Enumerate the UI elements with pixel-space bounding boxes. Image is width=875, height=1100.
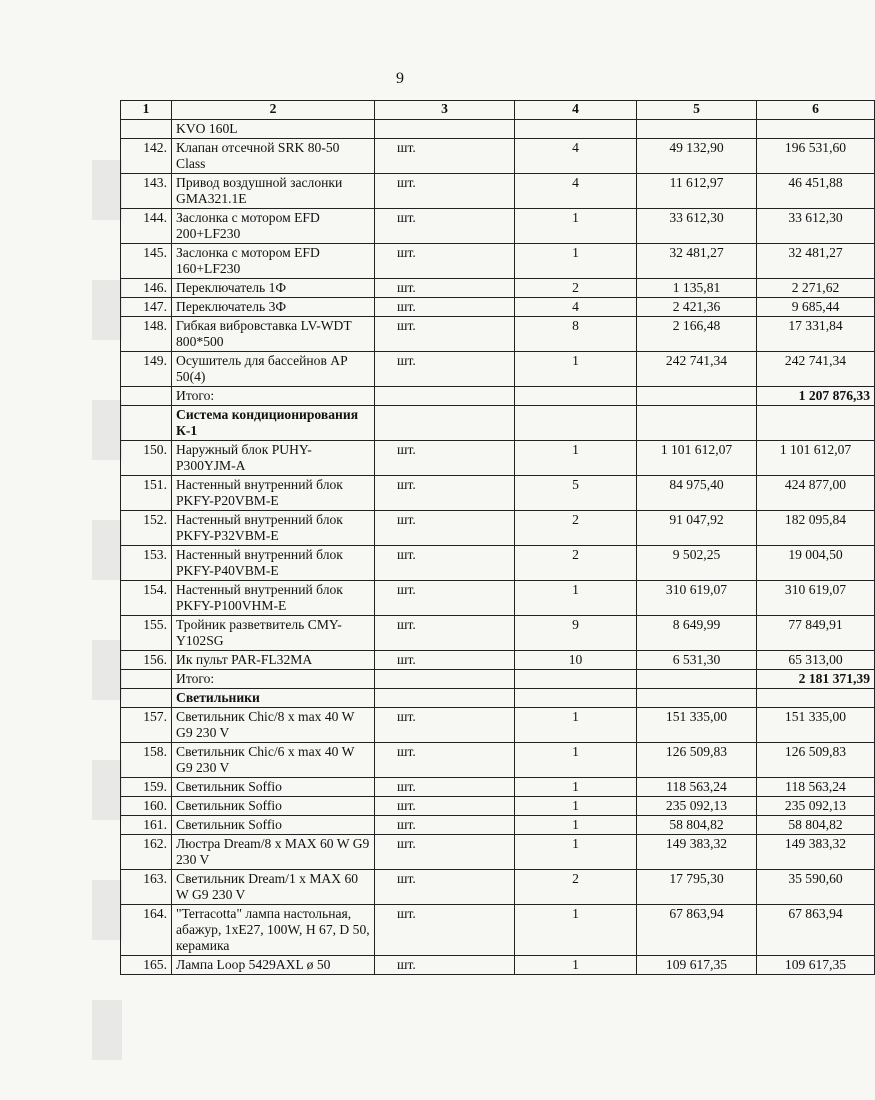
table-row: [121, 651, 875, 670]
item-quantity: 4: [515, 174, 637, 209]
item-quantity: 1: [515, 581, 637, 616]
item-price: 49 132,90: [637, 139, 757, 174]
table-row: [121, 797, 875, 816]
item-sum: 109 617,35: [757, 956, 875, 975]
item-quantity: 1: [515, 743, 637, 778]
total-sum: 2 181 371,39: [757, 670, 875, 689]
item-unit: шт.: [375, 581, 515, 616]
total-sum: 1 207 876,33: [757, 387, 875, 406]
item-sum: 1 101 612,07: [757, 441, 875, 476]
item-sum: 58 804,82: [757, 816, 875, 835]
item-name: "Terracotta" лампа настольная, абажур, 1xE27, 100W, H 67, D 50, керамика: [172, 905, 375, 956]
row-number: 165.: [121, 956, 172, 975]
item-unit: шт.: [375, 546, 515, 581]
item-price: 109 617,35: [637, 956, 757, 975]
item-name: Переключатель 1Ф: [172, 279, 375, 298]
item-name: Люстра Dream/8 x MAX 60 W G9 230 V: [172, 835, 375, 870]
table-row: [121, 139, 875, 174]
item-name: Лампа Loop 5429AXL ø 50: [172, 956, 375, 975]
item-price: 32 481,27: [637, 244, 757, 279]
table-row: [121, 441, 875, 476]
row-number: 153.: [121, 546, 172, 581]
item-quantity: 4: [515, 139, 637, 174]
item-quantity: [515, 120, 637, 139]
item-unit: шт.: [375, 616, 515, 651]
item-sum: 310 619,07: [757, 581, 875, 616]
row-number: [121, 387, 172, 406]
row-number: 142.: [121, 139, 172, 174]
row-number: 157.: [121, 708, 172, 743]
table-row: [121, 174, 875, 209]
total-label: Итого:: [172, 387, 375, 406]
item-price: [637, 406, 757, 441]
row-number: 144.: [121, 209, 172, 244]
item-name: Заслонка с мотором EFD 160+LF230: [172, 244, 375, 279]
table-row: [121, 476, 875, 511]
item-quantity: 1: [515, 441, 637, 476]
item-quantity: 5: [515, 476, 637, 511]
row-number: 156.: [121, 651, 172, 670]
watermark: [92, 100, 122, 1060]
table-body: [121, 120, 875, 975]
table-row: [121, 835, 875, 870]
item-sum: 242 741,34: [757, 352, 875, 387]
item-unit: шт.: [375, 298, 515, 317]
item-unit: [375, 387, 515, 406]
item-quantity: 1: [515, 835, 637, 870]
total-label: Итого:: [172, 670, 375, 689]
item-price: 2 166,48: [637, 317, 757, 352]
item-name: Настенный внутренний блок PKFY-P20VBM-E: [172, 476, 375, 511]
item-unit: шт.: [375, 139, 515, 174]
item-name: Привод воздушной заслонки GMA321.1E: [172, 174, 375, 209]
section-title: Светильники: [172, 689, 375, 708]
table-row: [121, 511, 875, 546]
table-row: [121, 870, 875, 905]
section-title: Система кондиционирования К-1: [172, 406, 375, 441]
item-name: Светильник Dream/1 x MAX 60 W G9 230 V: [172, 870, 375, 905]
item-quantity: 2: [515, 511, 637, 546]
item-price: 91 047,92: [637, 511, 757, 546]
item-unit: шт.: [375, 956, 515, 975]
item-price: 242 741,34: [637, 352, 757, 387]
item-sum: 46 451,88: [757, 174, 875, 209]
item-quantity: [515, 689, 637, 708]
row-number: 149.: [121, 352, 172, 387]
row-number: [121, 689, 172, 708]
item-unit: шт.: [375, 816, 515, 835]
column-header: 6: [757, 101, 875, 120]
item-unit: шт.: [375, 835, 515, 870]
row-number: 155.: [121, 616, 172, 651]
item-name: Светильник Chic/6 x max 40 W G9 230 V: [172, 743, 375, 778]
item-sum: 77 849,91: [757, 616, 875, 651]
item-sum: 151 335,00: [757, 708, 875, 743]
item-sum: 33 612,30: [757, 209, 875, 244]
table-row: [121, 956, 875, 975]
page-number: 9: [396, 70, 404, 87]
item-unit: шт.: [375, 708, 515, 743]
table-row: [121, 120, 875, 139]
item-sum: 196 531,60: [757, 139, 875, 174]
column-header: 5: [637, 101, 757, 120]
table-row: [121, 778, 875, 797]
row-number: [121, 670, 172, 689]
item-quantity: 1: [515, 816, 637, 835]
item-name: Переключатель 3Ф: [172, 298, 375, 317]
item-quantity: 2: [515, 546, 637, 581]
item-name: Светильник Soffio: [172, 816, 375, 835]
item-price: 126 509,83: [637, 743, 757, 778]
item-sum: 149 383,32: [757, 835, 875, 870]
row-number: [121, 406, 172, 441]
column-header: 1: [121, 101, 172, 120]
item-sum: [757, 120, 875, 139]
total-row: [121, 387, 875, 406]
item-name: Гибкая вибровставка LV-WDT 800*500: [172, 317, 375, 352]
total-row: [121, 670, 875, 689]
item-sum: 65 313,00: [757, 651, 875, 670]
item-price: 9 502,25: [637, 546, 757, 581]
item-price: 67 863,94: [637, 905, 757, 956]
item-price: 235 092,13: [637, 797, 757, 816]
item-sum: 32 481,27: [757, 244, 875, 279]
item-unit: шт.: [375, 870, 515, 905]
table-row: [121, 905, 875, 956]
item-unit: шт.: [375, 244, 515, 279]
item-quantity: 1: [515, 209, 637, 244]
table-row: [121, 581, 875, 616]
column-header: 3: [375, 101, 515, 120]
item-unit: [375, 689, 515, 708]
table-row: [121, 546, 875, 581]
item-name: Наружный блок PUHY-P300YJM-A: [172, 441, 375, 476]
item-unit: шт.: [375, 476, 515, 511]
row-number: 143.: [121, 174, 172, 209]
item-sum: 126 509,83: [757, 743, 875, 778]
table-row: [121, 317, 875, 352]
row-number: 160.: [121, 797, 172, 816]
item-price: [637, 387, 757, 406]
item-sum: 2 271,62: [757, 279, 875, 298]
table-row: [121, 816, 875, 835]
item-sum: 118 563,24: [757, 778, 875, 797]
item-price: 2 421,36: [637, 298, 757, 317]
specification-table: [120, 100, 875, 975]
item-price: [637, 689, 757, 708]
table-row: [121, 279, 875, 298]
item-unit: [375, 670, 515, 689]
section-row: [121, 406, 875, 441]
row-number: 151.: [121, 476, 172, 511]
item-price: 1 135,81: [637, 279, 757, 298]
column-header: 2: [172, 101, 375, 120]
item-unit: шт.: [375, 651, 515, 670]
item-sum: 17 331,84: [757, 317, 875, 352]
item-quantity: 4: [515, 298, 637, 317]
item-unit: шт.: [375, 279, 515, 298]
item-quantity: 10: [515, 651, 637, 670]
item-quantity: 2: [515, 279, 637, 298]
item-price: 33 612,30: [637, 209, 757, 244]
item-name: Тройник разветвитель CMY-Y102SG: [172, 616, 375, 651]
item-price: [637, 120, 757, 139]
item-price: 11 612,97: [637, 174, 757, 209]
table-row: [121, 209, 875, 244]
item-price: 58 804,82: [637, 816, 757, 835]
column-header: 4: [515, 101, 637, 120]
item-price: 151 335,00: [637, 708, 757, 743]
row-number: [121, 120, 172, 139]
item-price: 149 383,32: [637, 835, 757, 870]
item-name: Светильник Chic/8 x max 40 W G9 230 V: [172, 708, 375, 743]
section-row: [121, 689, 875, 708]
item-unit: [375, 406, 515, 441]
item-sum: 9 685,44: [757, 298, 875, 317]
item-unit: шт.: [375, 317, 515, 352]
item-name: Светильник Soffio: [172, 797, 375, 816]
row-number: 150.: [121, 441, 172, 476]
item-unit: шт.: [375, 352, 515, 387]
row-number: 158.: [121, 743, 172, 778]
table-row: [121, 352, 875, 387]
item-quantity: 1: [515, 778, 637, 797]
item-sum: [757, 689, 875, 708]
row-number: 148.: [121, 317, 172, 352]
item-unit: шт.: [375, 743, 515, 778]
item-quantity: 1: [515, 708, 637, 743]
item-name: Настенный внутренний блок PKFY-P32VBM-E: [172, 511, 375, 546]
item-quantity: 1: [515, 352, 637, 387]
item-unit: шт.: [375, 209, 515, 244]
item-price: 118 563,24: [637, 778, 757, 797]
table-row: [121, 708, 875, 743]
item-sum: 35 590,60: [757, 870, 875, 905]
item-name: Клапан отсечной SRK 80-50 Class: [172, 139, 375, 174]
item-unit: шт.: [375, 778, 515, 797]
item-name: Настенный внутренний блок PKFY-P40VBM-E: [172, 546, 375, 581]
table-header-row: [121, 101, 875, 120]
item-name: Осушитель для бассейнов AP 50(4): [172, 352, 375, 387]
item-quantity: [515, 406, 637, 441]
item-price: 84 975,40: [637, 476, 757, 511]
item-name: KVO 160L: [172, 120, 375, 139]
item-price: 6 531,30: [637, 651, 757, 670]
item-name: Светильник Soffio: [172, 778, 375, 797]
item-unit: шт.: [375, 797, 515, 816]
item-unit: шт.: [375, 174, 515, 209]
item-quantity: [515, 387, 637, 406]
item-price: 310 619,07: [637, 581, 757, 616]
row-number: 159.: [121, 778, 172, 797]
item-unit: шт.: [375, 905, 515, 956]
item-quantity: 1: [515, 956, 637, 975]
item-quantity: 1: [515, 905, 637, 956]
table-row: [121, 743, 875, 778]
item-sum: 235 092,13: [757, 797, 875, 816]
item-price: 17 795,30: [637, 870, 757, 905]
item-unit: [375, 120, 515, 139]
item-price: 8 649,99: [637, 616, 757, 651]
item-sum: 19 004,50: [757, 546, 875, 581]
item-sum: [757, 406, 875, 441]
row-number: 163.: [121, 870, 172, 905]
item-price: 1 101 612,07: [637, 441, 757, 476]
row-number: 162.: [121, 835, 172, 870]
item-price: [637, 670, 757, 689]
row-number: 154.: [121, 581, 172, 616]
item-sum: 67 863,94: [757, 905, 875, 956]
item-quantity: [515, 670, 637, 689]
item-name: Настенный внутренний блок PKFY-P100VHM-E: [172, 581, 375, 616]
row-number: 164.: [121, 905, 172, 956]
row-number: 152.: [121, 511, 172, 546]
item-unit: шт.: [375, 441, 515, 476]
row-number: 147.: [121, 298, 172, 317]
item-sum: 182 095,84: [757, 511, 875, 546]
item-name: Заслонка с мотором EFD 200+LF230: [172, 209, 375, 244]
row-number: 161.: [121, 816, 172, 835]
item-quantity: 1: [515, 797, 637, 816]
table-row: [121, 298, 875, 317]
item-name: Ик пульт PAR-FL32MA: [172, 651, 375, 670]
item-sum: 424 877,00: [757, 476, 875, 511]
row-number: 146.: [121, 279, 172, 298]
row-number: 145.: [121, 244, 172, 279]
item-unit: шт.: [375, 511, 515, 546]
item-quantity: 8: [515, 317, 637, 352]
item-quantity: 2: [515, 870, 637, 905]
item-quantity: 1: [515, 244, 637, 279]
table-row: [121, 616, 875, 651]
item-quantity: 9: [515, 616, 637, 651]
table-row: [121, 244, 875, 279]
